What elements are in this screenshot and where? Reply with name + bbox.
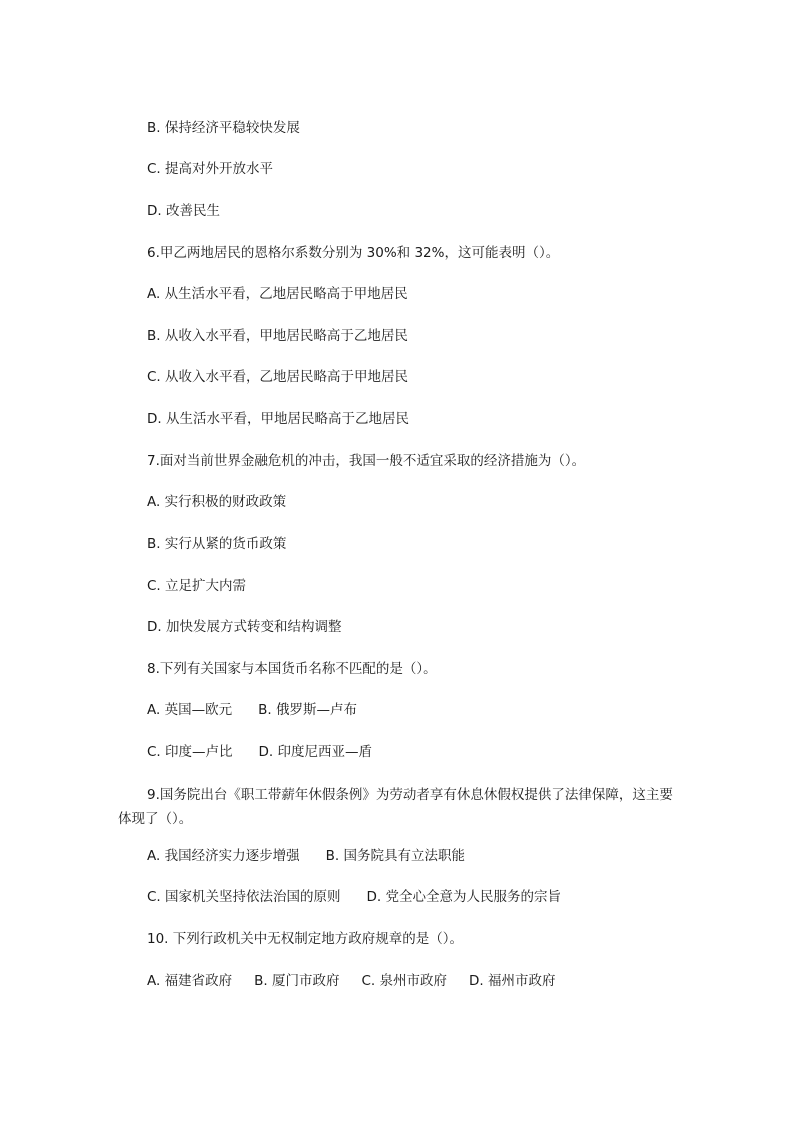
q8-option-d: D. 印度尼西亚—盾 <box>258 744 372 760</box>
q8-stem: 8.下列有关国家与本国货币名称不匹配的是（）。 <box>147 661 437 677</box>
q9-options-row-2 <box>147 888 561 906</box>
q6-option-b: B. 从收入水平看，甲地居民略高于乙地居民 <box>147 328 408 344</box>
q9-option-c: C. 国家机关坚持依法治国的原则 <box>147 889 341 905</box>
q7-option-d: D. 加快发展方式转变和结构调整 <box>147 619 342 635</box>
q6-option-a: A. 从生活水平看，乙地居民略高于甲地居民 <box>147 286 408 302</box>
q10-option-a: A. 福建省政府 <box>147 973 233 989</box>
q7-option-c: C. 立足扩大内需 <box>147 578 247 594</box>
q8-option-a: A. 英国—欧元 <box>147 702 233 718</box>
q7-option-a: A. 实行积极的财政政策 <box>147 494 287 510</box>
q5-option-b: B. 保持经济平稳较快发展 <box>147 120 300 136</box>
q7-option-b: B. 实行从紧的货币政策 <box>147 536 287 552</box>
q6-option-c: C. 从收入水平看，乙地居民略高于甲地居民 <box>147 369 409 385</box>
q7-stem: 7.面对当前世界金融危机的冲击，我国一般不适宜采取的经济措施为（）。 <box>147 453 586 469</box>
q5-option-c: C. 提高对外开放水平 <box>147 161 274 177</box>
q10-options-row <box>147 972 555 990</box>
q8-option-b: B. 俄罗斯—卢布 <box>258 702 357 718</box>
q10-stem: 10. 下列行政机关中无权制定地方政府规章的是（）。 <box>147 931 464 947</box>
q9-stem: 9.国务院出台《职工带薪年休假条例》为劳动者享有休息休假权提供了法律保障，这主要体现了（）。 <box>118 787 673 827</box>
q8-option-c: C. 印度—卢比 <box>147 744 233 760</box>
q9-option-b: B. 国务院具有立法职能 <box>325 848 465 864</box>
q10-option-d: D. 福州市政府 <box>468 973 556 989</box>
q9-option-a: A. 我国经济实力逐步增强 <box>147 848 300 864</box>
q10-option-b: B. 厦门市政府 <box>254 973 340 989</box>
q8-options-row-2 <box>147 743 372 761</box>
q8-options-row-1 <box>147 701 357 719</box>
q9-options-row-1 <box>147 847 465 865</box>
q5-option-d: D. 改善民生 <box>147 203 220 219</box>
q6-option-d: D. 从生活水平看，甲地居民略高于乙地居民 <box>147 411 409 427</box>
q9-option-d: D. 党全心全意为人民服务的宗旨 <box>366 889 561 905</box>
q6-stem: 6.甲乙两地居民的恩格尔系数分别为 30%和 32%，这可能表明（）。 <box>147 245 560 261</box>
q10-option-c: C. 泉州市政府 <box>361 973 447 989</box>
